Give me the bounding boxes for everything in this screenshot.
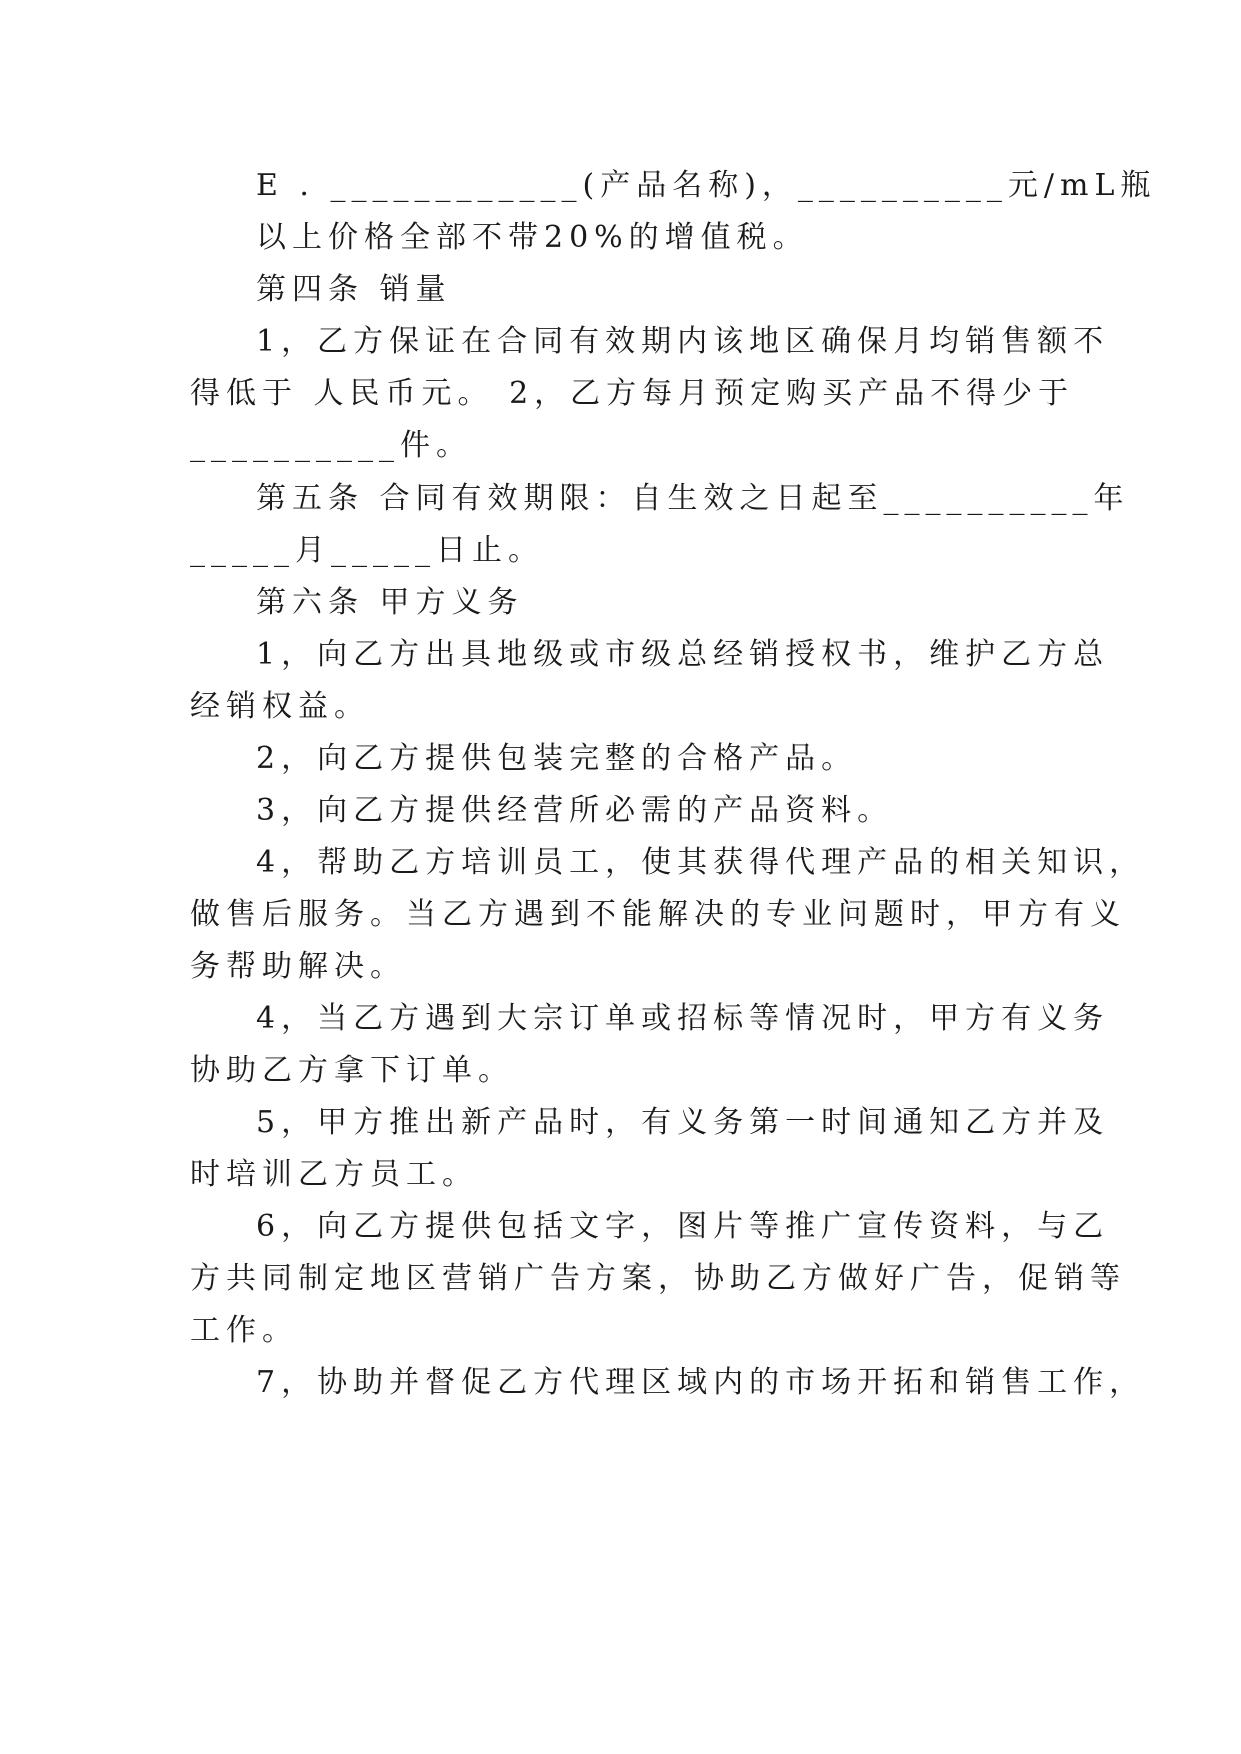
line-article-6-item-3: 3，向乙方提供经营所必需的产品资料。 [256, 793, 894, 828]
heading-article-5: 第五条 合同有效期限：自生效之日起至__________年 [256, 481, 1130, 516]
line-article-6-item-2: 2，向乙方提供包装完整的合格产品。 [256, 741, 858, 776]
line-article-6-item-5: 5，甲方推出新产品时，有义务第一时间通知乙方并及 [256, 1105, 1110, 1140]
line-article-6-item-4-cont: 做售后服务。当乙方遇到不能解决的专业问题时，甲方有义 [190, 897, 1126, 932]
line-price-item-e: E . ____________(产品名称)，__________元/mL瓶 [256, 168, 1157, 203]
line-article-6-item-7: 7，协助并督促乙方代理区域内的市场开拓和销售工作， [256, 1365, 1146, 1400]
line-article-4-item-1-cont: 得低于 人民币元。 2，乙方每月预定购买产品不得少于 [190, 376, 1075, 411]
line-article-6-item-6-cont: 方共同制定地区营销广告方案，协助乙方做好广告，促销等 [190, 1261, 1126, 1296]
line-article-6-item-4-cont-2: 务帮助解决。 [190, 949, 406, 984]
line-article-4-item-2-cont: __________件。 [190, 428, 472, 463]
line-article-6-item-1: 1，向乙方出具地级或市级总经销授权书，维护乙方总 [256, 637, 1110, 672]
line-vat-note: 以上价格全部不带20%的增值税。 [256, 220, 809, 255]
line-article-4-item-1: 1，乙方保证在合同有效期内该地区确保月均销售额不 [256, 324, 1110, 359]
line-article-5-cont: _____月_____日止。 [190, 533, 544, 568]
line-article-6-item-4b-cont: 协助乙方拿下订单。 [190, 1053, 514, 1088]
line-article-6-item-1-cont: 经销权益。 [190, 689, 370, 724]
heading-article-4: 第四条 销量 [256, 272, 452, 307]
line-article-6-item-6: 6，向乙方提供包括文字，图片等推广宣传资料，与乙 [256, 1209, 1110, 1244]
line-article-6-item-6-cont-2: 工作。 [190, 1313, 298, 1348]
line-article-6-item-5-cont: 时培训乙方员工。 [190, 1157, 478, 1192]
line-article-6-item-4: 4，帮助乙方培训员工，使其获得代理产品的相关知识， [256, 845, 1146, 880]
line-article-6-item-4b: 4，当乙方遇到大宗订单或招标等情况时，甲方有义务 [256, 1001, 1110, 1036]
heading-article-6: 第六条 甲方义务 [256, 585, 524, 620]
